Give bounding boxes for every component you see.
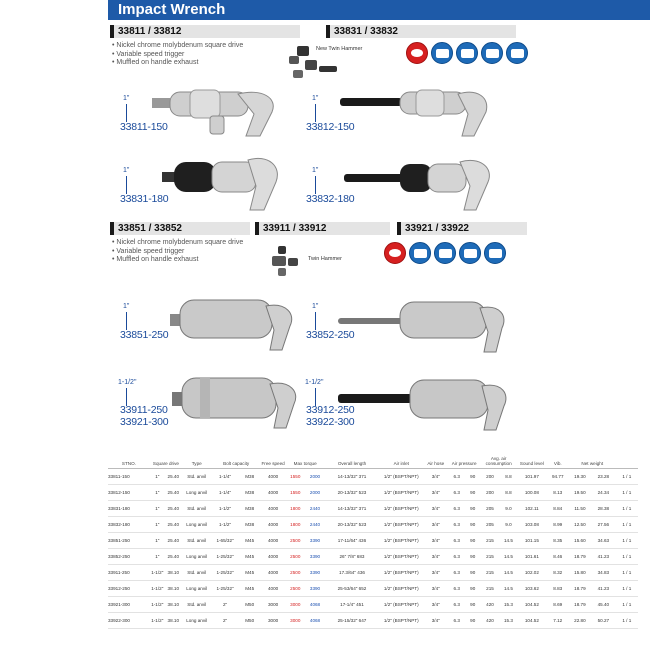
- drive-size-label: 1-1/2": [305, 379, 324, 386]
- table-cell: 3/4": [423, 580, 448, 596]
- table-cell: 205: [480, 516, 500, 532]
- table-cell: 1 / 1: [616, 612, 638, 628]
- table-cell: 90: [465, 500, 480, 516]
- table-cell: 17-1/4" 451: [325, 596, 379, 612]
- table-cell: 1-1/2": [212, 516, 239, 532]
- table-cell: 2": [212, 612, 239, 628]
- table-cell: 4068: [305, 612, 325, 628]
- table-row: [108, 484, 638, 500]
- table-cell: 3/4": [423, 596, 448, 612]
- table-cell: 1550: [285, 484, 305, 500]
- table-cell: M38: [239, 500, 261, 516]
- table-cell: 6.3: [448, 548, 465, 564]
- section-33921-33922: 33921 / 33922: [397, 222, 527, 235]
- table-cell: 1-25/32": [212, 580, 239, 596]
- impact-wrench-image: [160, 152, 282, 214]
- table-cell: 8.32: [547, 564, 569, 580]
- drive-size-label: 1": [312, 167, 319, 174]
- truck-icon: [456, 42, 478, 64]
- drive-size-label: 1-1/2": [118, 379, 137, 386]
- table-cell: 1 / 1: [616, 564, 638, 580]
- table-cell: 38.10: [165, 596, 182, 612]
- table-cell: 1/2" (BSPT/NPT): [379, 596, 423, 612]
- table-cell: 15.80: [569, 564, 591, 580]
- table-cell: 3000: [285, 612, 305, 628]
- drive-marker: [126, 312, 127, 330]
- column-header: Free speed: [261, 440, 286, 468]
- table-cell: 34.63: [591, 532, 616, 548]
- table-cell: 6.3: [448, 516, 465, 532]
- drive-size-label: 1": [123, 303, 130, 310]
- table-cell: 8.84: [547, 500, 569, 516]
- table-cell: 3/4": [423, 548, 448, 564]
- table-cell: 34.83: [591, 564, 616, 580]
- table-cell: 90: [465, 612, 480, 628]
- column-header: Avg. air consumption: [480, 440, 517, 468]
- table-cell: 94.77: [547, 468, 569, 484]
- table-cell: 1/2" (BSPT/NPT): [379, 532, 423, 548]
- twin-hammer-label: Twin Hammer: [308, 256, 342, 262]
- table-cell: 3000: [261, 612, 286, 628]
- feature-item: • Muffled on handle exhaust: [112, 59, 243, 68]
- table-cell: 2440: [305, 500, 325, 516]
- table-cell: 8.99: [547, 516, 569, 532]
- table-cell: 15.3: [500, 612, 517, 628]
- feature-item: • Nickel chrome molybdenum square drive: [112, 42, 243, 51]
- bus-icon: [506, 42, 528, 64]
- table-cell: 33851-250: [108, 532, 150, 548]
- model-number: 33812-150: [306, 121, 355, 133]
- table-cell: 1-1/2": [150, 612, 165, 628]
- table-cell: 14-13/32" 371: [325, 468, 379, 484]
- table-cell: 20-13/32" 523: [325, 516, 379, 532]
- table-cell: 3/4": [423, 516, 448, 532]
- table-cell: 90: [465, 468, 480, 484]
- impact-wrench-image: [172, 370, 300, 432]
- table-cell: 104.52: [517, 612, 547, 628]
- table-cell: 7.12: [547, 612, 569, 628]
- table-cell: 1-1/2": [212, 500, 239, 516]
- table-cell: 4000: [261, 484, 286, 500]
- table-cell: 38.10: [165, 580, 182, 596]
- table-cell: 19.30: [569, 468, 591, 484]
- table-cell: 45.40: [591, 596, 616, 612]
- table-cell: 33912-250: [108, 580, 150, 596]
- feature-list-mid: [112, 239, 243, 265]
- table-cell: 25-53/64" 652: [325, 580, 379, 596]
- model-number: 33811-150: [120, 121, 168, 133]
- table-cell: 6.3: [448, 596, 465, 612]
- model-number: 33852-250: [306, 329, 355, 341]
- table-cell: 1-65/32": [212, 532, 239, 548]
- feature-badges-top: [406, 42, 528, 64]
- impact-wrench-image: [340, 82, 490, 140]
- table-cell: Long anvil: [182, 484, 212, 500]
- table-cell: 11.50: [569, 500, 591, 516]
- table-cell: Std. anvil: [182, 468, 212, 484]
- table-cell: 215: [480, 564, 500, 580]
- new-icon: [384, 242, 406, 264]
- table-cell: 18.79: [569, 580, 591, 596]
- table-cell: Long anvil: [182, 580, 212, 596]
- impact-wrench-image: [170, 292, 296, 354]
- section-33811-33812: 33811 / 33812: [110, 25, 300, 38]
- table-cell: 90: [465, 532, 480, 548]
- table-cell: M45: [239, 532, 261, 548]
- impact-wrench-image: [338, 296, 508, 356]
- table-cell: 3/4": [423, 484, 448, 500]
- table-cell: M45: [239, 580, 261, 596]
- table-cell: 3390: [305, 580, 325, 596]
- table-cell: 15.60: [569, 532, 591, 548]
- model-number: 33921-300: [120, 416, 169, 428]
- drive-marker: [315, 312, 316, 330]
- tire-icon: [481, 42, 503, 64]
- model-number: 33851-250: [120, 329, 169, 341]
- table-cell: Std. anvil: [182, 596, 212, 612]
- table-cell: 1/2" (BSPT/NPT): [379, 500, 423, 516]
- table-cell: 1-25/32": [212, 564, 239, 580]
- table-cell: 1800: [285, 500, 305, 516]
- table-cell: 33812-150: [108, 484, 150, 500]
- column-header: Type: [182, 440, 212, 468]
- table-cell: 23.28: [591, 468, 616, 484]
- table-cell: 1/2" (BSPT/NPT): [379, 548, 423, 564]
- table-cell: 200: [480, 468, 500, 484]
- table-cell: 20-13/32" 523: [325, 484, 379, 500]
- table-cell: 3000: [261, 596, 286, 612]
- table-cell: 18.79: [569, 548, 591, 564]
- table-cell: M45: [239, 564, 261, 580]
- feature-list-top: [112, 42, 243, 68]
- new-icon: [406, 42, 428, 64]
- twin-hammer-label: New Twin Hammer: [316, 46, 363, 52]
- table-cell: 14.5: [500, 580, 517, 596]
- table-cell: 41.23: [591, 548, 616, 564]
- table-cell: 3000: [285, 596, 305, 612]
- table-cell: 33922-300: [108, 612, 150, 628]
- table-cell: 2500: [285, 532, 305, 548]
- table-cell: 1-1/4": [212, 468, 239, 484]
- table-cell: 2": [212, 596, 239, 612]
- column-header: Air hose: [423, 440, 448, 468]
- table-cell: 1-1/2": [150, 564, 165, 580]
- table-cell: 25.40: [165, 548, 182, 564]
- table-cell: 90: [465, 580, 480, 596]
- model-number: 33831-180: [120, 193, 169, 205]
- table-cell: 2440: [305, 516, 325, 532]
- model-number: 33832-180: [306, 193, 355, 205]
- column-header: Net weight: [569, 440, 616, 468]
- page-title: Impact Wrench: [118, 1, 226, 18]
- table-cell: 6.3: [448, 468, 465, 484]
- table-cell: 215: [480, 580, 500, 596]
- table-cell: 1-25/32": [212, 548, 239, 564]
- feature-item: • Nickel chrome molybdenum square drive: [112, 239, 243, 248]
- table-cell: 1 / 1: [616, 500, 638, 516]
- table-cell: 17.3/64" 436: [325, 564, 379, 580]
- model-number: 33911-250: [120, 404, 168, 416]
- table-row: [108, 516, 638, 532]
- table-cell: 4000: [261, 516, 286, 532]
- table-cell: 38.10: [165, 612, 182, 628]
- table-cell: 2000: [305, 468, 325, 484]
- table-cell: 4000: [261, 532, 286, 548]
- table-cell: 3390: [305, 548, 325, 564]
- table-cell: 1 / 1: [616, 484, 638, 500]
- table-cell: 6.3: [448, 532, 465, 548]
- table-cell: 4068: [305, 596, 325, 612]
- feature-item: • Variable speed trigger: [112, 51, 243, 60]
- table-cell: 1": [150, 548, 165, 564]
- column-header: Overall length: [325, 440, 379, 468]
- table-cell: 22.80: [569, 612, 591, 628]
- table-cell: 1800: [285, 516, 305, 532]
- table-cell: 8.8: [500, 484, 517, 500]
- table-cell: 9.0: [500, 516, 517, 532]
- table-cell: 103.08: [517, 516, 547, 532]
- table-cell: 8.35: [547, 532, 569, 548]
- table-cell: 6.3: [448, 612, 465, 628]
- table-cell: 25.40: [165, 532, 182, 548]
- table-cell: 4000: [261, 548, 286, 564]
- table-cell: 2000: [305, 484, 325, 500]
- table-cell: 3/4": [423, 468, 448, 484]
- table-cell: 1 / 1: [616, 516, 638, 532]
- drive-size-label: 1": [123, 95, 130, 102]
- impact-wrench-image: [338, 372, 510, 434]
- table-cell: 3/4": [423, 612, 448, 628]
- table-cell: 33852-250: [108, 548, 150, 564]
- table-cell: 205: [480, 500, 500, 516]
- table-cell: 1 / 1: [616, 548, 638, 564]
- table-cell: 90: [465, 484, 480, 500]
- table-cell: 33921-300: [108, 596, 150, 612]
- table-cell: 2500: [285, 580, 305, 596]
- table-cell: 1/2" (BSPT/NPT): [379, 516, 423, 532]
- table-cell: 420: [480, 612, 500, 628]
- table-cell: 15.3: [500, 596, 517, 612]
- table-cell: 19.50: [569, 484, 591, 500]
- table-cell: 1/2" (BSPT/NPT): [379, 484, 423, 500]
- table-cell: 4000: [261, 500, 286, 516]
- column-header: Air inlet: [379, 440, 423, 468]
- feature-item: • Variable speed trigger: [112, 248, 243, 257]
- table-cell: 6.3: [448, 580, 465, 596]
- table-cell: 8.13: [547, 484, 569, 500]
- impact-wrench-image: [344, 152, 494, 214]
- section-33851-33852: 33851 / 33852: [110, 222, 250, 235]
- table-cell: M38: [239, 516, 261, 532]
- table-cell: 1-1/4": [212, 484, 239, 500]
- table-cell: 100.08: [517, 484, 547, 500]
- table-cell: 25.40: [165, 484, 182, 500]
- column-header: Air pressure: [448, 440, 480, 468]
- table-cell: 33911-250: [108, 564, 150, 580]
- table-cell: 1/2" (BSPT/NPT): [379, 580, 423, 596]
- table-cell: 25.40: [165, 500, 182, 516]
- table-cell: 6.3: [448, 484, 465, 500]
- table-cell: Long anvil: [182, 516, 212, 532]
- table-cell: 215: [480, 532, 500, 548]
- industry-icon: [409, 242, 431, 264]
- table-cell: 1-1/2": [150, 580, 165, 596]
- drive-marker: [126, 104, 127, 122]
- model-number: 33922-300: [306, 416, 355, 428]
- table-cell: Long anvil: [182, 612, 212, 628]
- table-cell: 1-1/2": [150, 596, 165, 612]
- table-row: [108, 580, 638, 596]
- drive-marker: [126, 176, 127, 194]
- table-cell: 6.3: [448, 564, 465, 580]
- table-cell: 6.3: [448, 500, 465, 516]
- table-row: [108, 612, 638, 628]
- table-cell: 25-15/32" 647: [325, 612, 379, 628]
- model-number: 33912-250: [306, 404, 355, 416]
- table-cell: 4000: [261, 564, 286, 580]
- table-cell: 101.61: [517, 548, 547, 564]
- table-cell: 8.83: [547, 580, 569, 596]
- table-cell: 1": [150, 516, 165, 532]
- spec-table: [108, 440, 638, 629]
- table-cell: 101.97: [517, 468, 547, 484]
- table-cell: 200: [480, 484, 500, 500]
- table-cell: Std. anvil: [182, 532, 212, 548]
- table-cell: M38: [239, 468, 261, 484]
- table-cell: Std. anvil: [182, 500, 212, 516]
- table-cell: 33831-180: [108, 500, 150, 516]
- table-cell: 1/2" (BSPT/NPT): [379, 468, 423, 484]
- table-cell: 18.79: [569, 596, 591, 612]
- table-row: [108, 500, 638, 516]
- table-cell: 1/2" (BSPT/NPT): [379, 612, 423, 628]
- table-cell: 25.40: [165, 468, 182, 484]
- table-cell: 90: [465, 596, 480, 612]
- table-cell: 24.34: [591, 484, 616, 500]
- table-cell: 27.56: [591, 516, 616, 532]
- table-cell: 25.40: [165, 516, 182, 532]
- table-cell: M38: [239, 484, 261, 500]
- drive-marker: [315, 176, 316, 194]
- table-cell: 1 / 1: [616, 468, 638, 484]
- table-cell: 1": [150, 484, 165, 500]
- table-cell: 33811-150: [108, 468, 150, 484]
- table-cell: 101.15: [517, 532, 547, 548]
- table-cell: 90: [465, 548, 480, 564]
- table-cell: Long anvil: [182, 548, 212, 564]
- table-cell: 90: [465, 516, 480, 532]
- column-header: Sound level: [517, 440, 547, 468]
- table-cell: 102.02: [517, 564, 547, 580]
- table-cell: 41.23: [591, 580, 616, 596]
- column-header: Square drive: [150, 440, 182, 468]
- table-cell: M45: [239, 548, 261, 564]
- table-cell: 17-11/64" 436: [325, 532, 379, 548]
- table-row: [108, 548, 638, 564]
- table-cell: 90: [465, 564, 480, 580]
- table-cell: 38.10: [165, 564, 182, 580]
- column-header: Bolt capacity: [212, 440, 261, 468]
- table-cell: 1/2" (BSPT/NPT): [379, 564, 423, 580]
- table-cell: 1": [150, 468, 165, 484]
- impact-wrench-image: [150, 80, 280, 140]
- table-cell: 8.69: [547, 596, 569, 612]
- table-cell: 1 / 1: [616, 596, 638, 612]
- table-cell: 14.5: [500, 564, 517, 580]
- table-cell: 215: [480, 548, 500, 564]
- table-cell: M50: [239, 596, 261, 612]
- table-cell: 1": [150, 532, 165, 548]
- table-cell: 3/4": [423, 564, 448, 580]
- table-cell: 3/4": [423, 532, 448, 548]
- column-header: STNO.: [108, 440, 150, 468]
- table-cell: 26" 7/8" 683: [325, 548, 379, 564]
- table-cell: 8.46: [547, 548, 569, 564]
- table-cell: 33832-180: [108, 516, 150, 532]
- table-cell: 2500: [285, 548, 305, 564]
- table-cell: 2500: [285, 564, 305, 580]
- table-cell: 50.27: [591, 612, 616, 628]
- table-cell: 8.8: [500, 468, 517, 484]
- tire-icon: [459, 242, 481, 264]
- drive-size-label: 1": [312, 303, 319, 310]
- table-cell: M50: [239, 612, 261, 628]
- table-cell: 1550: [285, 468, 305, 484]
- table-cell: 3390: [305, 532, 325, 548]
- bus-icon: [484, 242, 506, 264]
- table-cell: 3/4": [423, 500, 448, 516]
- drive-size-label: 1": [123, 167, 130, 174]
- table-cell: 103.62: [517, 580, 547, 596]
- table-row: [108, 468, 638, 484]
- table-cell: Std. anvil: [182, 564, 212, 580]
- table-cell: 4000: [261, 468, 286, 484]
- table-cell: 14-13/32" 371: [325, 500, 379, 516]
- feature-badges-mid: [384, 242, 506, 264]
- table-cell: 4000: [261, 580, 286, 596]
- feature-item: • Muffled on handle exhaust: [112, 256, 243, 265]
- table-cell: 420: [480, 596, 500, 612]
- table-cell: 104.52: [517, 596, 547, 612]
- table-cell: 1": [150, 500, 165, 516]
- table-row: [108, 532, 638, 548]
- table-cell: 14.5: [500, 548, 517, 564]
- table-header-row: [108, 440, 638, 468]
- table-cell: 14.5: [500, 532, 517, 548]
- table-cell: 12.50: [569, 516, 591, 532]
- column-header: Vib.: [547, 440, 569, 468]
- table-cell: 1 / 1: [616, 532, 638, 548]
- section-33911-33912: 33911 / 33912: [255, 222, 390, 235]
- section-33831-33832: 33831 / 33832: [326, 25, 516, 38]
- table-cell: 102.11: [517, 500, 547, 516]
- truck-icon: [434, 242, 456, 264]
- drive-marker: [315, 104, 316, 122]
- table-row: [108, 564, 638, 580]
- table-cell: 1 / 1: [616, 580, 638, 596]
- industry-icon: [431, 42, 453, 64]
- table-row: [108, 596, 638, 612]
- drive-size-label: 1": [312, 95, 319, 102]
- table-cell: 28.38: [591, 500, 616, 516]
- table-cell: 9.0: [500, 500, 517, 516]
- table-cell: 3390: [305, 564, 325, 580]
- column-header: Max torque: [285, 440, 324, 468]
- column-header: [616, 440, 638, 468]
